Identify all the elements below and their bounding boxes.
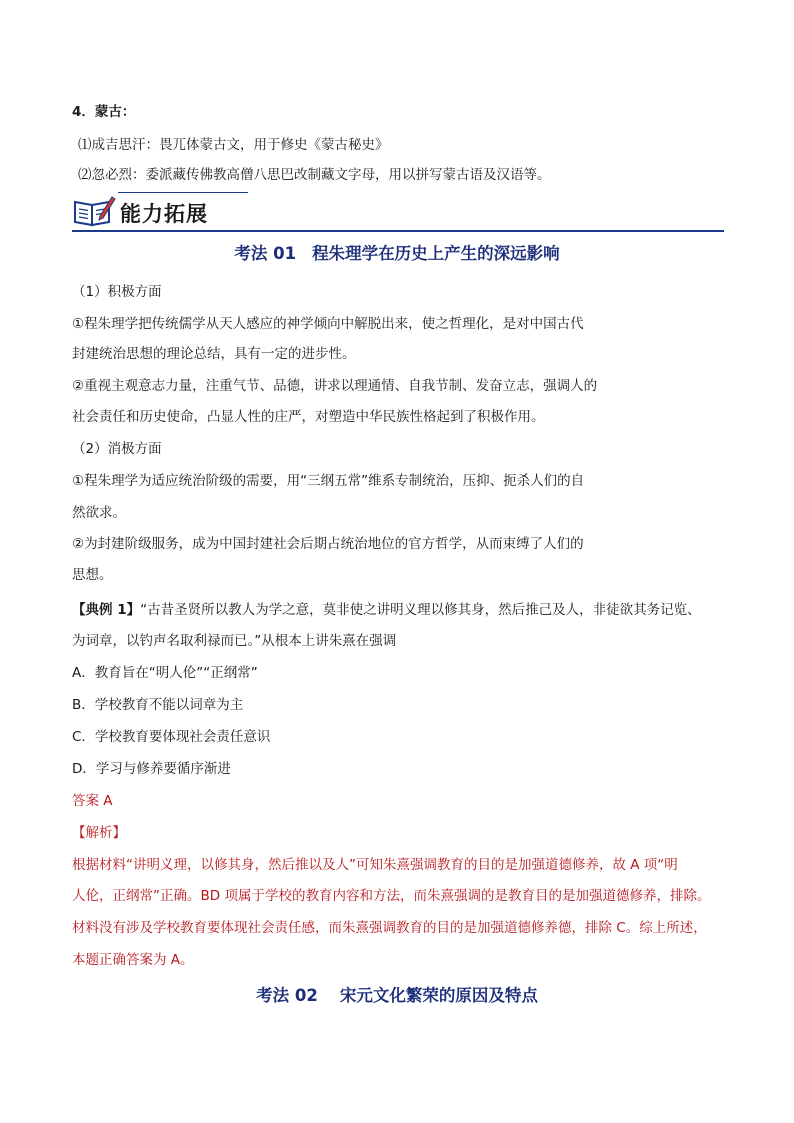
book-pencil-icon [72, 194, 116, 228]
positive-heading: （1）积极方面 [72, 284, 162, 300]
negative-p2-line1: ②为封建阶级服务，成为中国封建社会后期占统治地位的官方哲学，从而束缚了人们的 [72, 536, 584, 552]
positive-p2-line1: ②重视主观意志力量，注重气节、品德，讲求以理通情、自我节制、发奋立志，强调人的 [72, 378, 598, 394]
positive-p1-line1: ①程朱理学把传统儒学从天人感应的神学倾向中解脱出来，使之哲理化，是对中国古代 [72, 316, 584, 332]
negative-p1-line1: ①程朱理学为适应统治阶级的需要，用“三纲五常”维系专制统治，压抑、扼杀人们的自 [72, 473, 585, 489]
kaofa-02-title: 宋元文化繁荣的原因及特点 [339, 986, 538, 1005]
option-a: A．教育旨在“明人伦”“正纲常” [72, 665, 258, 681]
example-stem-line1 [72, 601, 722, 619]
banner-title: 能力拓展 [120, 202, 208, 226]
mongol-item-2: ⑵忽必烈：委派藏传佛教高僧八思巴改制藏文字母，用以拼写蒙古语及汉语等。 [78, 167, 551, 183]
banner-rule [72, 230, 724, 232]
kaofa-01-heading [0, 243, 794, 265]
section-heading-mongol: 4．蒙古： [72, 104, 136, 120]
analysis-line-3: 材料没有涉及学校教育要体现社会责任感，而朱熹强调教育的目的是加强道德修养德，排除 C。综上所述， [72, 920, 707, 936]
analysis-line-2: 人伦，正纲常”正确。BD 项属于学校的教育内容和方法，而朱熹强调的是教育目的是加强道德修养，排除。 [72, 888, 711, 904]
analysis-line-4: 本题正确答案为 A。 [72, 952, 194, 968]
negative-p1-line2: 然欲求。 [72, 505, 126, 521]
option-d: D．学习与修养要循序渐进 [72, 761, 231, 777]
analysis-line-1: 根据材料“讲明义理，以修其身，然后推以及人”可知朱熹强调教育的目的是加强道德修养，故 A 项“明 [72, 857, 678, 873]
example-stem-text: “古昔圣贤所以教人为学之意，莫非使之讲明义理以修其身，然后推己及人，非徒欲其务记览、 [140, 602, 701, 618]
mongol-item-1: ⑴成吉思汗：畏兀体蒙古文，用于修史《蒙古秘史》 [78, 137, 389, 153]
answer-line: 答案 A [72, 793, 113, 809]
example-tag: 【典例 1】 [72, 602, 141, 618]
positive-p1-line2: 封建统治思想的理论总结，具有一定的进步性。 [72, 346, 356, 362]
kaofa-01-title: 程朱理学在历史上产生的深远影响 [312, 244, 560, 263]
kaofa-01-label: 考法 01 [234, 244, 297, 263]
banner-top-rule [118, 192, 248, 193]
example-stem-line2: 为词章，以钓声名取利禄而已。”从根本上讲朱熹在强调 [72, 633, 397, 649]
negative-p2-line2: 思想。 [72, 567, 113, 583]
analysis-heading: 【解析】 [72, 825, 126, 841]
option-b: B．学校教育不能以词章为主 [72, 697, 244, 713]
negative-heading: （2）消极方面 [72, 441, 162, 457]
option-c: C．学校教育要体现社会责任意识 [72, 729, 271, 745]
ability-banner [72, 192, 724, 232]
positive-p2-line2: 社会责任和历史使命，凸显人性的庄严，对塑造中华民族性格起到了积极作用。 [72, 409, 545, 425]
kaofa-02-heading [0, 985, 794, 1007]
kaofa-02-label: 考法 02 [256, 986, 318, 1005]
